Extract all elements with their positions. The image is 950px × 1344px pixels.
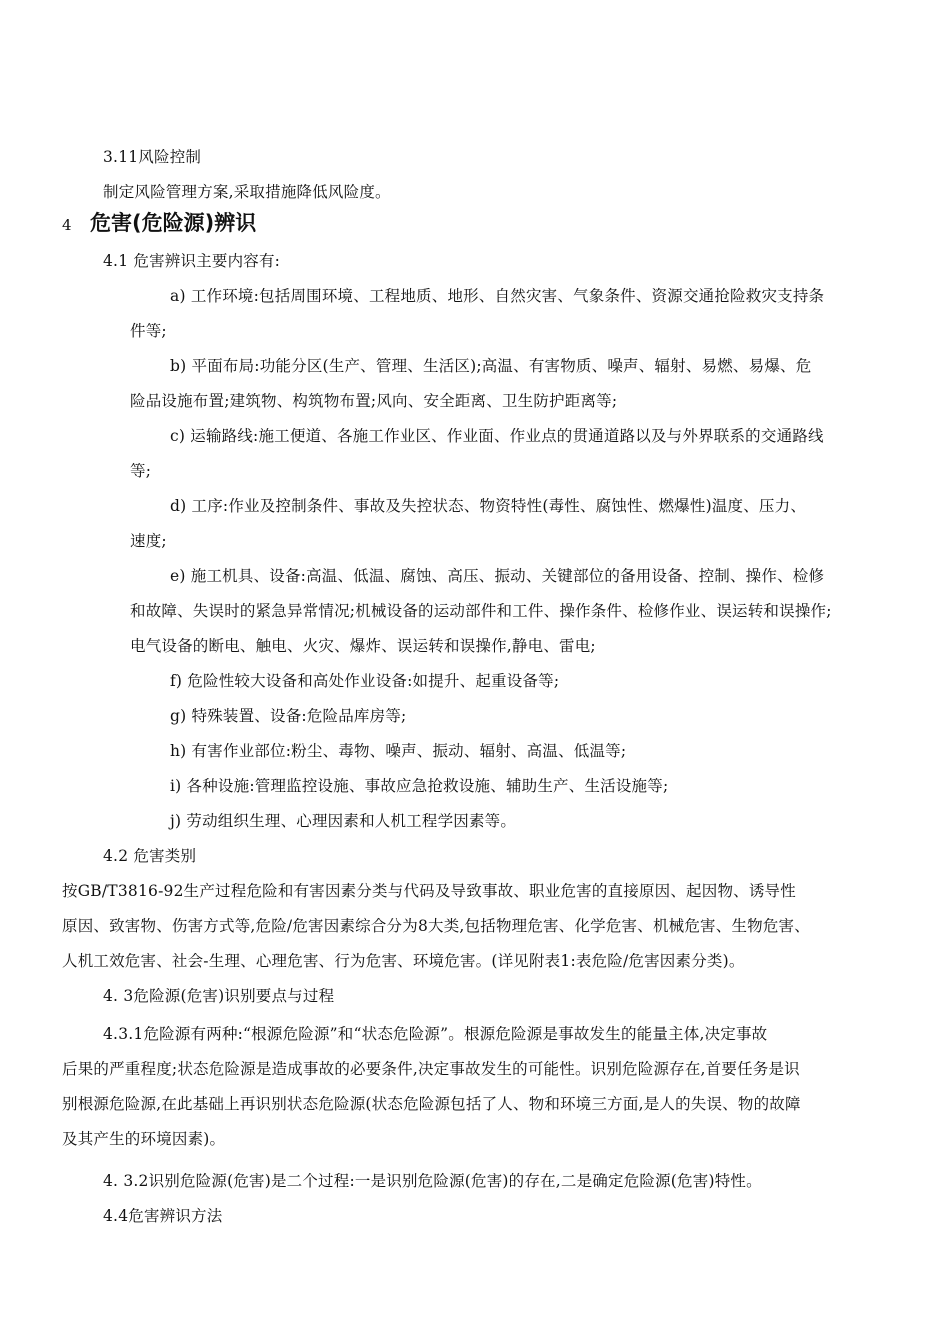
section-4-3-1-line-4: 及其产生的环境因素)。 — [62, 1130, 226, 1148]
section-4-3-1-line-3: 别根源危险源,在此基础上再识别状态危险源(状态危险源包括了人、物和环境三方面,是人的失误、物的故障 — [62, 1095, 801, 1113]
section-4-heading — [62, 209, 256, 239]
section-4-2-para-line-2: 原因、致害物、伤害方式等,危险/危害因素综合分为8大类,包括物理危害、化学危害、机械危害、生物危害、 — [62, 917, 810, 935]
item-e-line-2: 和故障、失误时的紧急异常情况;机械设备的运动部件和工件、操作条件、检修作业、误运转和误操作; — [130, 602, 832, 620]
section-4-2-heading: 4.2 危害类别 — [103, 847, 197, 865]
section-4-3-1-line-2: 后果的严重程度;状态危险源是造成事故的必要条件,决定事故发生的可能性。识别危险源存在,首要任务是识 — [62, 1060, 800, 1078]
item-a-line-1: a) 工作环境:包括周围环境、工程地质、地形、自然灾害、气象条件、资源交通抢险救灾支持条 — [170, 287, 825, 305]
item-f: f) 危险性较大设备和高处作业设备:如提升、起重设备等; — [170, 672, 560, 690]
section-3-11-heading: 3.11风险控制 — [103, 148, 202, 166]
section-4-title: 危害(危险源)辨识 — [90, 211, 257, 235]
item-b-line-1: b) 平面布局:功能分区(生产、管理、生活区);高温、有害物质、噪声、辐射、易燃、易爆、危 — [170, 357, 812, 375]
item-d-line-2: 速度; — [130, 532, 167, 550]
section-3-11-body: 制定风险管理方案,采取措施降低风险度。 — [103, 183, 391, 201]
section-4-3-2-para: 4. 3.2识别危险源(危害)是二个过程:一是识别危险源(危害)的存在,二是确定危险源(危害)特性。 — [103, 1172, 762, 1190]
section-4-4-heading: 4.4危害辨识方法 — [103, 1207, 223, 1225]
item-d-line-1: d) 工序:作业及控制条件、事故及失控状态、物资特性(毒性、腐蚀性、燃爆性)温度、压力、 — [170, 497, 807, 515]
section-4-3-heading: 4. 3危险源(危害)识别要点与过程 — [103, 987, 335, 1005]
item-e-line-1: e) 施工机具、设备:高温、低温、腐蚀、高压、振动、关键部位的备用设备、控制、操作、检修 — [170, 567, 825, 585]
item-g: g) 特殊装置、设备:危险品库房等; — [170, 707, 407, 725]
item-e-line-3: 电气设备的断电、触电、火灾、爆炸、误运转和误操作,静电、雷电; — [130, 637, 596, 655]
section-4-number: 4 — [62, 216, 72, 234]
item-a-line-2: 件等; — [130, 322, 167, 340]
item-c-line-2: 等; — [130, 462, 152, 480]
section-4-2-para-line-3: 人机工效危害、社会-生理、心理危害、行为危害、环境危害。(详见附表1:表危险/危害因素分类)。 — [62, 952, 745, 970]
item-c-line-1: c) 运输路线:施工便道、各施工作业区、作业面、作业点的贯通道路以及与外界联系的交通路线 — [170, 427, 824, 445]
item-j: j) 劳动组织生理、心理因素和人机工程学因素等。 — [170, 812, 517, 830]
section-4-1-heading: 4.1 危害辨识主要内容有: — [103, 252, 281, 270]
item-h: h) 有害作业部位:粉尘、毒物、噪声、振动、辐射、高温、低温等; — [170, 742, 627, 760]
section-4-2-para-line-1: 按GB/T3816-92生产过程危险和有害因素分类与代码及导致事故、职业危害的直接原因、起因物、诱导性 — [62, 882, 796, 900]
item-i: i) 各种设施:管理监控设施、事故应急抢救设施、辅助生产、生活设施等; — [170, 777, 669, 795]
item-b-line-2: 险品设施布置;建筑物、构筑物布置;风向、安全距离、卫生防护距离等; — [130, 392, 618, 410]
section-4-3-1-line-1: 4.3.1危险源有两种:“根源危险源”和“状态危险源”。根源危险源是事故发生的能量主体,决定事故 — [103, 1025, 768, 1043]
